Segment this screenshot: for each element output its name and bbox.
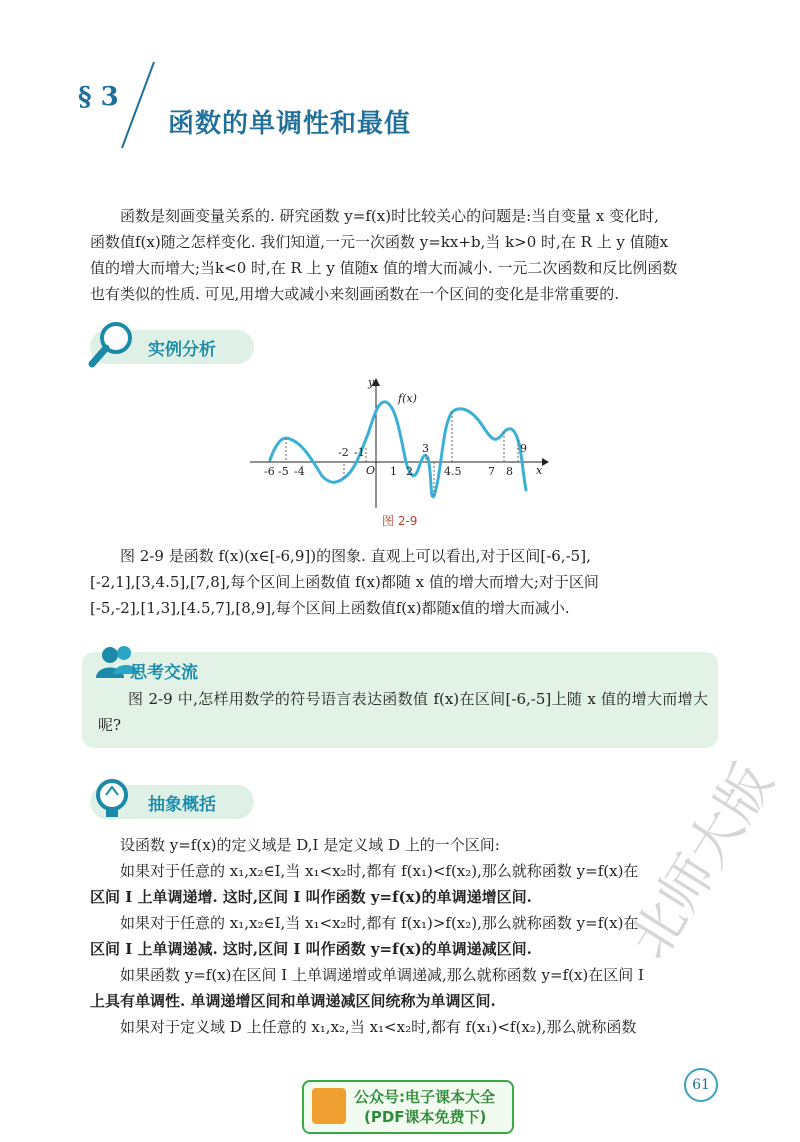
definition-line: 如果对于定义域 D 上任意的 x₁,x₂,当 x₁<x₂时,都有 f(x₁)<f(x₂),那么就称函数 xyxy=(120,1018,637,1036)
tick-label: 1 xyxy=(390,465,397,478)
definition-line: 区间 I 上单调递增. 这时,区间 I 叫作函数 y=f(x)的单调递增区间. xyxy=(90,888,532,906)
function-graph xyxy=(250,372,550,512)
figure-caption: 图 2-9 xyxy=(382,514,418,528)
figure-description-line: [-2,1],[3,4.5],[7,8],每个区间上函数值 f(x)都随 x 值的增大而增大;对于区间 xyxy=(90,573,599,591)
magnifier-icon xyxy=(86,318,138,370)
badge-line-2: (PDF课本免费下) xyxy=(364,1108,487,1126)
page-number: 61 xyxy=(684,1068,718,1102)
figure-description-line: [-5,-2],[1,3],[4.5,7],[8,9],每个区间上函数值f(x)都随x值的增大而减小. xyxy=(90,599,570,617)
intro-line: 函数是刻画变量关系的. 研究函数 y=f(x)时比较关心的问题是:当自变量 x 变化时, xyxy=(120,207,659,225)
x-axis-arrow xyxy=(542,458,549,466)
badge-line-1: 公众号:电子课本大全 xyxy=(354,1088,495,1106)
source-badge xyxy=(302,1080,514,1134)
think-exchange-label: 思考交流 xyxy=(130,663,198,683)
case-analysis-label: 实例分析 xyxy=(148,339,216,360)
curve-label: f(x) xyxy=(398,392,417,405)
figure-description-line: 图 2-9 是函数 f(x)(x∈[-6,9])的图象. 直观上可以看出,对于区间[-6,-5], xyxy=(120,547,591,565)
tick-label: 2 xyxy=(406,465,413,478)
tick-label: -1 xyxy=(354,446,365,459)
intro-line: 值的增大而增大;当k<0 时,在 R 上 y 值随x 值的增大而减小. 一元二次函数和反比例函数 xyxy=(90,259,678,277)
tick-label: 9 xyxy=(520,442,527,455)
section-number: § 3 xyxy=(78,82,119,112)
tick-label: 4.5 xyxy=(444,465,462,478)
publisher-watermark: 北师大版 xyxy=(617,752,786,970)
tick-label: 7 xyxy=(488,465,495,478)
intro-paragraph xyxy=(90,203,730,307)
definition-line: 设函数 y=f(x)的定义域是 D,I 是定义域 D 上的一个区间: xyxy=(120,836,500,854)
section-title: 函数的单调性和最值 xyxy=(168,109,412,139)
section-divider xyxy=(118,60,158,150)
tick-label: -5 xyxy=(278,465,289,478)
y-axis-label: y xyxy=(368,376,375,389)
tick-label: 8 xyxy=(506,465,513,478)
case-analysis-heading xyxy=(90,330,254,364)
origin-label: O xyxy=(366,464,376,477)
definition-line: 如果对于任意的 x₁,x₂∈I,当 x₁<x₂时,都有 f(x₁)<f(x₂),那么就称函数 y=f(x)在 xyxy=(120,862,639,880)
book-logo-icon xyxy=(312,1088,346,1124)
intro-line: 也有类似的性质. 可见,用增大或减小来刻画函数在一个区间的变化是非常重要的. xyxy=(90,285,620,303)
tick-label: 3 xyxy=(422,442,429,455)
abstract-summary-label: 抽象概括 xyxy=(148,794,216,815)
function-curve xyxy=(270,402,526,497)
think-exchange-text: 图 2-9 中,怎样用数学的符号语言表达函数值 f(x)在区间[-6,-5]上随 x 值的增大而增大呢? xyxy=(98,690,708,734)
abstract-summary-heading xyxy=(90,785,254,819)
figure-description xyxy=(90,543,730,621)
tick-label: -6 xyxy=(264,465,275,478)
intro-line: 函数值f(x)随之怎样变化. 我们知道,一元一次函数 y=kx+b,当 k>0 时,在 R 上 y 值随x xyxy=(90,233,669,251)
lightbulb-icon xyxy=(86,773,138,825)
definition-line: 区间 I 上单调递减. 这时,区间 I 叫作函数 y=f(x)的单调递减区间. xyxy=(90,940,532,958)
tick-label: -2 xyxy=(338,446,349,459)
tick-label: -4 xyxy=(294,465,305,478)
definition-line: 如果函数 y=f(x)在区间 I 上单调递增或单调递减,那么就称函数 y=f(x)在区间 I xyxy=(120,966,644,984)
x-axis-label: x xyxy=(536,464,543,477)
definition-line: 如果对于任意的 x₁,x₂∈I,当 x₁<x₂时,都有 f(x₁)>f(x₂),那么就称函数 y=f(x)在 xyxy=(120,914,639,932)
definition-line: 上具有单调性. 单调递增区间和单调递减区间统称为单调区间. xyxy=(90,992,496,1010)
